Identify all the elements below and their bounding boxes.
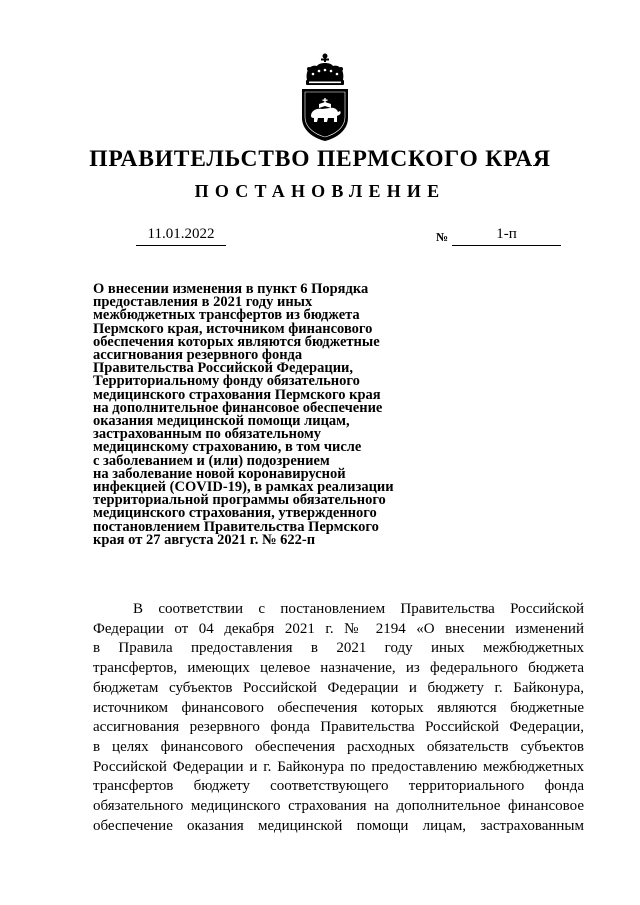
subject-line: медицинского страхования, утвержденного [93, 505, 377, 522]
body-line: обеспечение оказания медицинской помощи лицам, застрахованным [93, 817, 584, 834]
document-body [93, 600, 584, 836]
subject-line: края от 27 августа 2021 г. № 622-п [93, 531, 316, 548]
subject-line: на дополнительное финансовое обеспечение [93, 399, 383, 416]
document-number: 1-п [452, 226, 561, 246]
subject-line: ассигнования резервного фонда [93, 347, 303, 364]
subject-line: на заболевание новой коронавирусной [93, 465, 346, 482]
document-type: ПОСТАНОВЛЕНИЕ [194, 181, 446, 201]
body-line: В соответствии с постановлением Правительства Российской [133, 601, 584, 617]
body-line: Российской Федерации и г. Байконура по предоставлению межбюджетных [93, 758, 584, 775]
subject-line: территориальной программы обязательного [93, 492, 386, 509]
body-line: трансфертов, имеющих целевое назначение, из федерального бюджета [93, 660, 584, 677]
subject-line: медицинскому страхованию, в том числе [93, 439, 362, 456]
subject-line: предоставления в 2021 году иных [93, 294, 313, 311]
body-line: источником финансового обеспечения которых являются бюджетные [93, 699, 584, 716]
document-subject [93, 283, 423, 547]
body-line: в целях финансового обеспечения расходных обязательств субъектов [93, 738, 584, 755]
subject-line: Правительства Российской Федерации, [93, 360, 354, 377]
government-title: ПРАВИТЕЛЬСТВО ПЕРМСКОГО КРАЯ [89, 146, 551, 172]
number-sign: № [436, 230, 449, 244]
subject-line: застрахованным по обязательному [93, 426, 322, 443]
subject-line: с заболеванием и (или) подозрением [93, 452, 330, 469]
perm-krai-coat-of-arms-icon [297, 52, 353, 142]
body-line: ассигнования резервного фонда Правительства Российской Федерации, [93, 719, 584, 736]
subject-line: Территориальному фонду обязательного [93, 373, 360, 390]
subject-line: межбюджетных трансфертов из бюджета [93, 307, 360, 324]
subject-line: инфекцией (COVID-19), в рамках реализации [93, 479, 394, 496]
body-line: обязательного медицинского страхования на дополнительное финансовое [93, 798, 584, 815]
document-number-block [436, 226, 561, 246]
body-line: трансфертов бюджету соответствующего территориального фонда [93, 778, 584, 795]
body-line: бюджетам субъектов Российской Федерации и бюджету г. Байконура, [93, 679, 584, 696]
subject-line: О внесении изменения в пункт 6 Порядка [93, 281, 369, 297]
subject-line: оказания медицинской помощи лицам, [93, 413, 350, 430]
subject-line: постановлением Правительства Пермского [93, 518, 379, 535]
document-date: 11.01.2022 [136, 226, 226, 246]
subject-line: медицинского страхования Пермского края [93, 386, 381, 403]
subject-line: Пермского края, источником финансового [93, 320, 373, 337]
subject-line: обеспечения которых являются бюджетные [93, 333, 380, 350]
body-line: Федерации от 04 декабря 2021 г. № 2194 «О внесении изменений [93, 620, 584, 637]
body-line: в Правила предоставления в 2021 году иных межбюджетных [93, 640, 584, 657]
